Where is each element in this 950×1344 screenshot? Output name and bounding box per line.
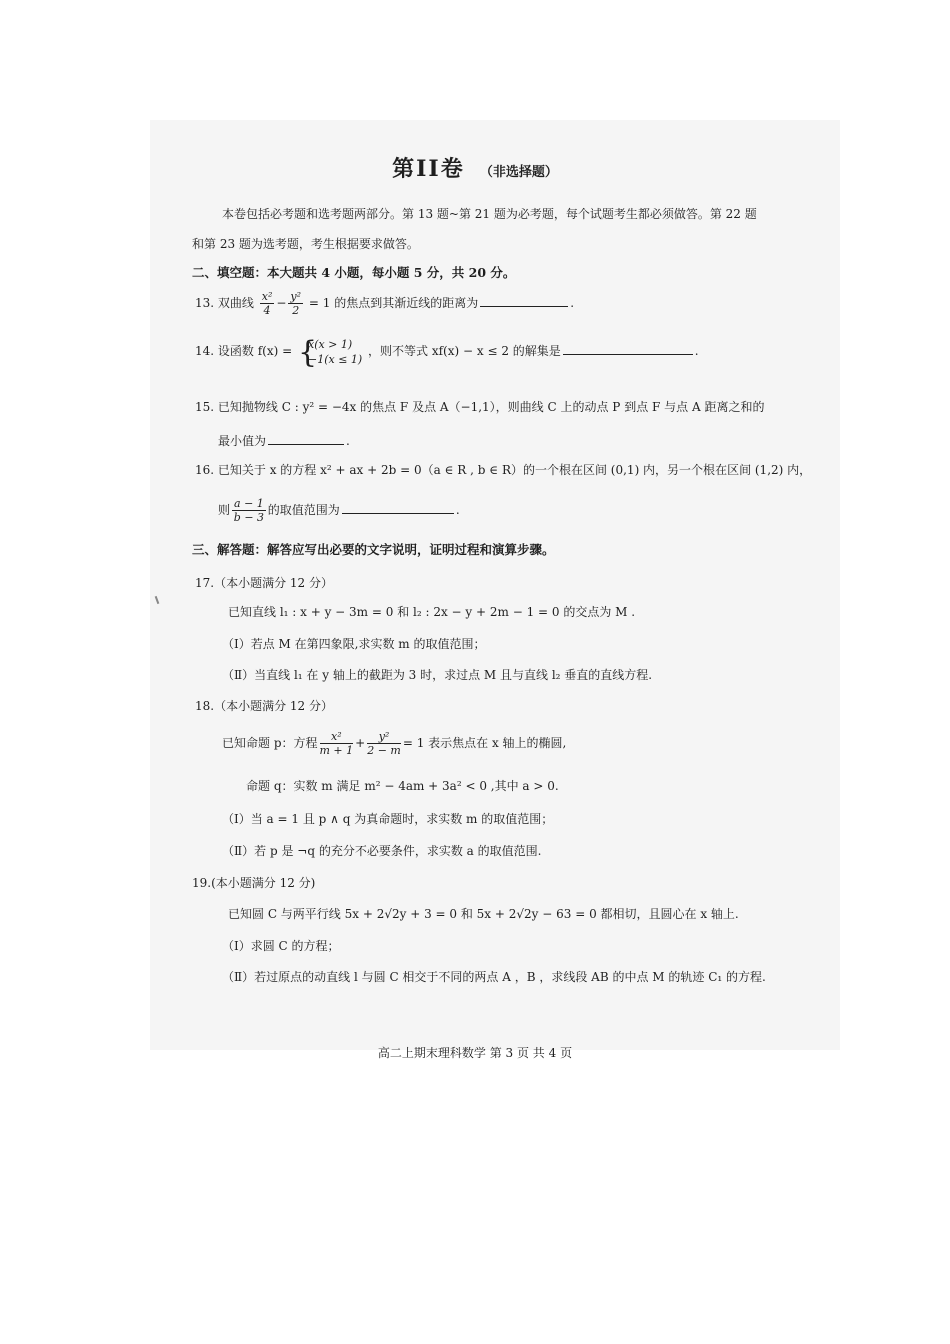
scan-mark [155, 596, 160, 604]
q13-prefix: 13. 双曲线 [195, 296, 254, 310]
q14-answer-blank [563, 342, 693, 355]
q16-fraction [232, 497, 266, 524]
q16-answer-blank [342, 501, 454, 514]
q13-fraction-y [288, 290, 303, 317]
title-main: 第II卷 [392, 156, 465, 182]
q18-fraction-y [367, 730, 401, 757]
q15-answer-blank [268, 432, 344, 445]
q18-frac1-den: m + 1 [319, 744, 354, 757]
q14-suffix: ，则不等式 xf(x) − x ≤ 2 的解集是 [368, 344, 561, 358]
section-solve-heading: 三、解答题：解答应写出必要的文字说明，证明过程和演算步骤。 [192, 542, 555, 557]
q13-minus: − [276, 296, 287, 310]
q13-end: . [570, 296, 575, 310]
q16-frac-den: b − 3 [233, 511, 265, 524]
q17-part-2: （Ⅱ）当直线 l₁ 在 y 轴上的截距为 3 时，求过点 M 且与直线 l₂ 垂直的直线方程. [222, 668, 653, 682]
question-14 [195, 334, 699, 370]
intro-line-2: 和第 23 题为选考题，考生根据要求做答。 [192, 237, 419, 251]
q16-end: . [455, 503, 460, 517]
page-title [0, 152, 950, 183]
q17-stem: 已知直线 l₁ : x + y − 3m = 0 和 l₂ : 2x − y + 2m − 1 = 0 的交点为 M . [228, 605, 636, 619]
q13-frac1-den: 4 [263, 304, 271, 317]
q13-frac1-num: x² [261, 290, 273, 303]
q19-title: 19.(本小题满分 12 分) [192, 876, 316, 890]
q13-fraction-x [260, 290, 275, 317]
q18-title: 18.（本小题满分 12 分） [195, 699, 333, 713]
q18-stem [222, 727, 566, 759]
q18-stem-prefix: 已知命题 p：方程 [222, 736, 318, 750]
q14-case-1: x(x > 1) [307, 337, 353, 351]
q16-line-2 [218, 495, 460, 525]
q15-line-1: 15. 已知抛物线 C : y² = −4x 的焦点 F 及点 A（−1,1），则曲线 C 上的动点 P 到点 F 与点 A 距离之和的 [195, 400, 765, 414]
q13-answer-blank [480, 294, 568, 307]
q14-prefix: 14. 设函数 f(x) = [195, 344, 293, 358]
q18-proposition-q: 命题 q：实数 m 满足 m² − 4am + 3a² < 0 ,其中 a > 0. [246, 779, 559, 793]
q18-stem-suffix: = 1 表示焦点在 x 轴上的椭圆, [402, 736, 567, 750]
q13-frac2-den: 2 [292, 304, 300, 317]
q13-suffix: = 1 的焦点到其渐近线的距离为 [308, 296, 479, 310]
q15-prefix: 最小值为 [218, 434, 267, 448]
title-subtitle: （非选择题） [479, 165, 558, 180]
q14-case-2: −1(x ≤ 1) [307, 352, 363, 366]
section-fill-in-heading: 二、填空题：本大题共 4 小题，每小题 5 分，共 20 分。 [192, 265, 516, 280]
q15-end: . [346, 434, 350, 448]
q18-part-2: （Ⅱ）若 p 是 ¬q 的充分不必要条件，求实数 a 的取值范围. [222, 844, 542, 858]
q16-frac-num: a − 1 [234, 497, 264, 510]
q18-part-1: （Ⅰ）当 a = 1 且 p ∧ q 为真命题时，求实数 m 的取值范围； [222, 812, 554, 826]
intro-line-1: 本卷包括必考题和选考题两部分。第 13 题~第 21 题为必考题，每个试题考生都必须做答。第 22 题 [222, 207, 757, 221]
q19-stem: 已知圆 C 与两平行线 5x + 2√2y + 3 = 0 和 5x + 2√2y − 63 = 0 都相切，且圆心在 x 轴上. [228, 907, 739, 921]
q14-piecewise [297, 334, 363, 370]
question-13 [195, 288, 574, 318]
q15-line-2 [218, 432, 350, 449]
q18-frac2-num: y² [367, 730, 401, 744]
q19-part-2: （Ⅱ）若过原点的动直线 l 与圆 C 相交于不同的两点 A ，B ，求线段 AB 的中点 M 的轨迹 C₁ 的方程. [222, 970, 766, 984]
q18-frac1-num: x² [320, 730, 354, 744]
q17-title: 17.（本小题满分 12 分） [195, 576, 333, 590]
page-footer: 高二上期末理科数学 第 3 页 共 4 页 [377, 1046, 573, 1060]
q18-fraction-x [320, 730, 354, 757]
q18-frac2-den: 2 − m [367, 744, 401, 757]
q14-brace: { [297, 334, 318, 370]
q13-frac2-num: y² [290, 290, 302, 303]
q16-line-1: 16. 已知关于 x 的方程 x² + ax + 2b = 0（a ∈ R , b ∈ R）的一个根在区间 (0,1) 内，另一个根在区间 (1,2) 内， [195, 463, 812, 477]
q16-prefix: 则 [218, 503, 231, 517]
q17-part-1: （Ⅰ）若点 M 在第四象限,求实数 m 的取值范围； [222, 637, 486, 651]
q18-plus: + [355, 736, 366, 750]
q14-end: . [694, 344, 699, 358]
q16-suffix: 的取值范围为 [267, 503, 340, 517]
q19-part-1: （Ⅰ）求圆 C 的方程； [222, 939, 340, 953]
